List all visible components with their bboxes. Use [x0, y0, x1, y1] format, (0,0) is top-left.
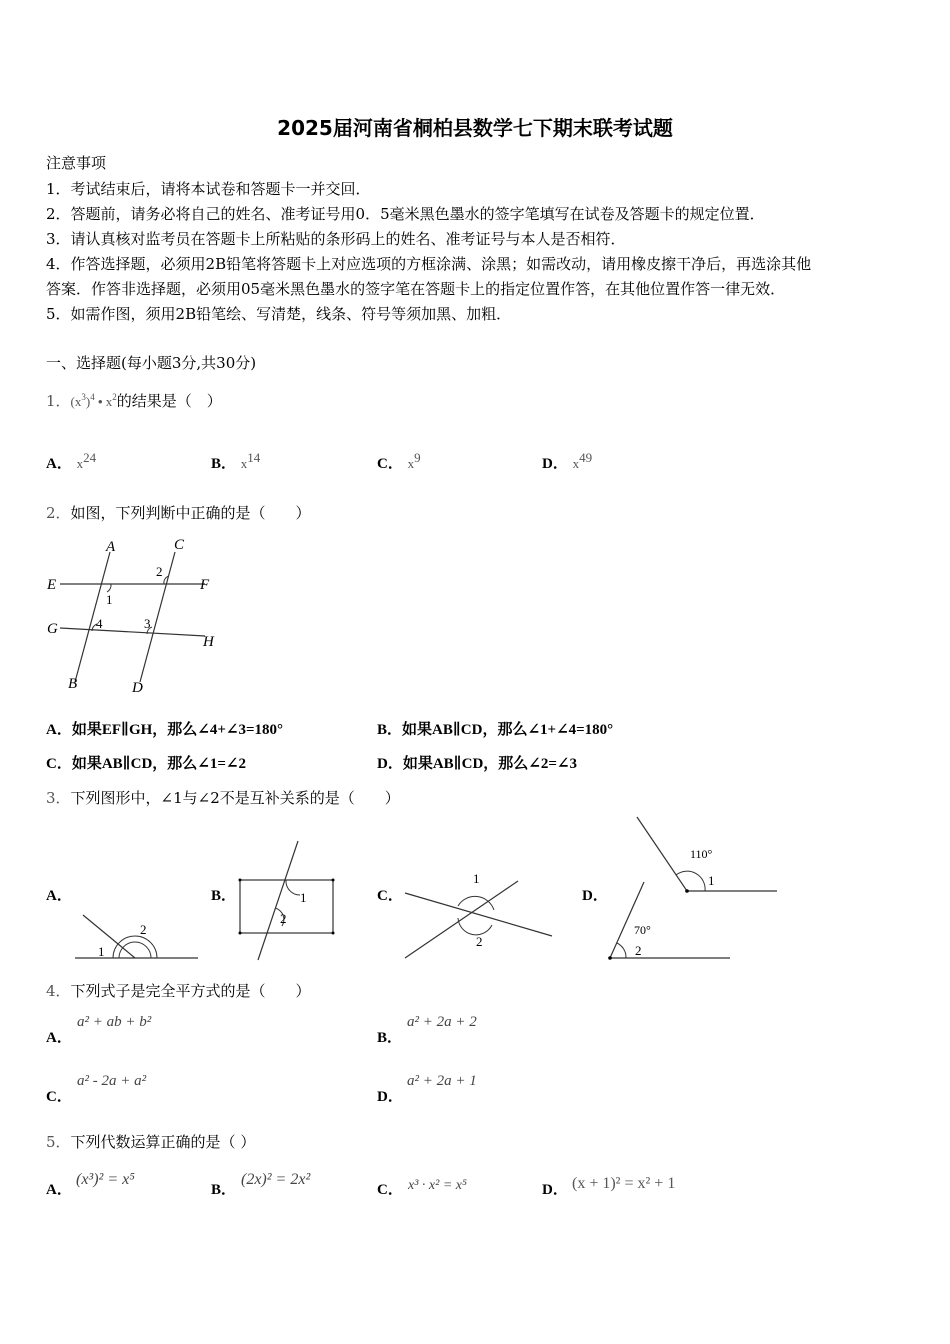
note-line: 2．答题前，请务必将自己的姓名、准考证号用0．5毫米黑色墨水的签字笔填写在试卷及答题卡的规定位置．: [46, 205, 765, 223]
q1-option-b[interactable]: B． $x^{14}$: [211, 450, 261, 472]
question-text: 如图，下列判断中正确的是（ ）: [70, 504, 311, 522]
q1-option-c[interactable]: C． $x^9$: [377, 450, 421, 472]
label-G: G: [47, 621, 58, 637]
q2-option-b[interactable]: B．如果AB∥CD，那么∠1+∠4=180°: [377, 722, 614, 738]
note-line: 4．作答选择题，必须用2B铅笔将答题卡上对应选项的方框涂满、涂黑；如需改动，请用橡皮擦干净后，再选涂其他: [46, 255, 812, 273]
question-text: 下列图形中，∠1与∠2不是互补关系的是（ ）: [70, 789, 400, 807]
note-line: 3．请认真核对监考员在答题卡上所粘贴的条形码上的姓名、准考证号与本人是否相符．: [46, 230, 626, 248]
q4-expr-d: a² + 2a + 1: [407, 1073, 477, 1089]
q3-figure-a: [70, 905, 205, 965]
q5-expr-b: (2x)² = 2x²: [241, 1171, 311, 1188]
q2-option-c[interactable]: C．如果AB∥CD，那么∠1=∠2: [46, 756, 246, 772]
svg-text:1: 1: [98, 944, 105, 959]
label-B: B: [68, 676, 78, 692]
q3-option-b[interactable]: B．: [211, 888, 237, 904]
question-number: 2．: [46, 504, 71, 522]
question-number: 1．: [46, 392, 71, 410]
note-line: 1．考试结束后，请将本试卷和答题卡一并交回．: [46, 180, 371, 198]
angle-3: 3: [144, 616, 151, 631]
q4-expr-c: a² - 2a + a²: [77, 1073, 147, 1089]
svg-text:2: 2: [476, 934, 483, 949]
label-H: H: [203, 634, 214, 650]
q5-expr-c: x³ · x² = x⁵: [408, 1178, 467, 1193]
q5-option-c[interactable]: C．: [377, 1182, 403, 1198]
question-number: 4．: [46, 982, 71, 1000]
question-5: [46, 1131, 255, 1152]
q2-figure: [40, 532, 230, 702]
svg-text:2: 2: [140, 922, 147, 937]
q5-option-d[interactable]: D．: [542, 1182, 568, 1198]
label-F: F: [200, 577, 210, 593]
q3-figure-b: [230, 838, 340, 963]
q1-option-d[interactable]: D． $x^{49}$: [542, 450, 593, 472]
q4-option-a[interactable]: A．: [46, 1030, 72, 1046]
note-line: 5．如需作图，须用2B铅笔绘、写清楚，线条、符号等须加黑、加粗．: [46, 305, 512, 323]
label-E: E: [47, 577, 57, 593]
svg-text:70°: 70°: [634, 923, 651, 937]
svg-text:2: 2: [280, 911, 287, 926]
note-line: 答案．作答非选择题，必须用05毫米黑色墨水的签字笔在答题卡上的指定位置作答，在其他位置作答一律无效．: [46, 280, 786, 298]
q2-option-d[interactable]: D．如果AB∥CD，那么∠2=∠3: [377, 756, 577, 772]
angle-2: 2: [156, 564, 163, 579]
question-text: 下列式子是完全平方式的是（ ）: [70, 982, 311, 1000]
angle-4: 4: [96, 616, 103, 631]
section-heading: 一、选择题(每小题3分,共30分): [46, 354, 257, 372]
q4-option-b[interactable]: B．: [377, 1030, 403, 1046]
page-title: 2025届河南省桐柏县数学七下期末联考试题: [277, 116, 673, 140]
question-2: [46, 502, 311, 523]
question-1: [46, 390, 222, 411]
label-A: A: [106, 539, 116, 555]
q5-option-b[interactable]: B．: [211, 1182, 237, 1198]
svg-text:1: 1: [473, 871, 480, 886]
q1-expression: $(x^3)^4$ • $x^2$: [70, 392, 117, 409]
q4-option-d[interactable]: D．: [377, 1089, 403, 1105]
q2-option-a[interactable]: A．如果EF∥GH，那么∠4+∠3=180°: [46, 722, 284, 738]
question-3: [46, 787, 400, 808]
label-C: C: [174, 537, 185, 553]
q3-figure-d: [600, 812, 785, 964]
q5-expr-d: (x + 1)² = x² + 1: [572, 1175, 676, 1192]
q1-option-a[interactable]: A． $x^{24}$: [46, 450, 97, 472]
q5-expr-a: (x³)² = x⁵: [76, 1171, 135, 1188]
question-4: [46, 980, 311, 1001]
angle-1: 1: [106, 592, 113, 607]
question-text: 的结果是（ ）: [116, 392, 222, 410]
question-number: 3．: [46, 789, 71, 807]
label-D: D: [132, 680, 143, 696]
q3-option-d[interactable]: D．: [582, 888, 608, 904]
notes-heading: 注意事项: [46, 154, 107, 172]
q3-option-c[interactable]: C．: [377, 888, 403, 904]
svg-text:2: 2: [635, 943, 642, 958]
q3-option-a[interactable]: A．: [46, 888, 72, 904]
svg-text:1: 1: [300, 890, 307, 905]
question-number: 5．: [46, 1133, 71, 1151]
svg-text:110°: 110°: [690, 847, 713, 861]
q4-expr-a: a² + ab + b²: [77, 1014, 152, 1030]
q4-option-c[interactable]: C．: [46, 1089, 72, 1105]
q4-expr-b: a² + 2a + 2: [407, 1014, 477, 1030]
question-text: 下列代数运算正确的是（ ）: [70, 1133, 256, 1151]
svg-text:1: 1: [708, 873, 715, 888]
q3-figure-c: [400, 868, 558, 963]
q5-option-a[interactable]: A．: [46, 1182, 72, 1198]
